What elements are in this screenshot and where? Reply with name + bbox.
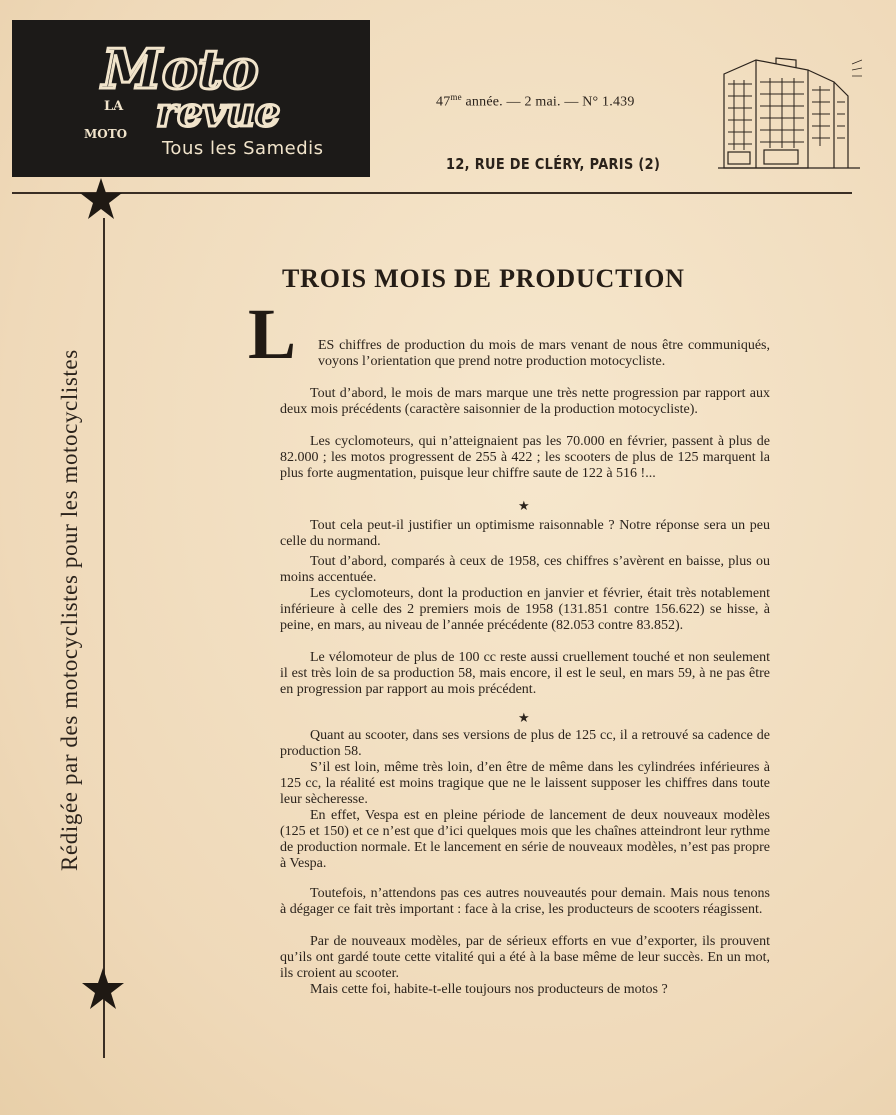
masthead-logo-block bbox=[12, 20, 370, 177]
issue-info bbox=[436, 92, 635, 111]
article-title: TROIS MOIS DE PRODUCTION bbox=[282, 264, 685, 293]
article-paragraph: Tout d’abord, comparés à ceux de 1958, ces chiffres s’avèrent en baisse, plus ou moins accentuée. bbox=[280, 554, 770, 585]
magazine-logo bbox=[74, 30, 324, 145]
article-paragraph: En effet, Vespa est en pleine période de lancement de deux nouveaux modèles (125 et 150) et ce n’est que d’ici quelques mois que les chaînes atteindront leur rythme de production normale. Et le lancement en série de nouveaux modèles, n’est pas propre à Vespa. bbox=[280, 808, 770, 871]
article-paragraph: Le vélomoteur de plus de 100 cc reste aussi cruellement touché et non seulement il est très loin de sa production 58, mais encore, il est le seul, en mars 59, à ne pas être en progression par rapport au mois précédent. bbox=[280, 650, 770, 697]
logo-moto-text: Moto bbox=[102, 37, 259, 101]
masthead-tagline: Tous les Samedis bbox=[162, 138, 324, 159]
article-paragraph: S’il est loin, même très loin, d’en être de même dans les cylindrées inférieures à 125 cc, la réalité est moins tragique que ne le laissent supposer les chiffres dans toute leur sècheresse. bbox=[280, 760, 770, 807]
section-separator-star: ★ bbox=[518, 710, 530, 725]
section-separator-star: ★ bbox=[518, 498, 530, 513]
article-paragraph: Par de nouveaux modèles, par de sérieux efforts en vue d’exporter, ils prouvent qu’ils ont gardé toute cette vitalité qui a été à la base même de leur succès. En un mot, ils croient au scooter. bbox=[280, 934, 770, 981]
vertical-rule bbox=[103, 218, 105, 1058]
star-ornament-icon bbox=[80, 966, 126, 1012]
issue-ordinal-suffix: me bbox=[450, 92, 462, 102]
article-paragraph: ES chiffres de production du mois de mars venant de nous être communiqués, voyons l’orientation que prend notre production motocycliste. bbox=[318, 338, 770, 369]
article-paragraph: Mais cette foi, habite-t-elle toujours nos producteurs de motos ? bbox=[310, 982, 668, 997]
article-paragraph: Tout d’abord, le mois de mars marque une très nette progression par rapport aux deux mois précédents (caractère saisonnier de la production motocycliste). bbox=[280, 386, 770, 417]
article-paragraph: Toutefois, n’attendons pas ces autres nouveautés pour demain. Mais nous tenons à dégager ce fait très important : face à la crise, les producteurs de scooters réagissent. bbox=[280, 886, 770, 917]
logo-la-text: LA bbox=[104, 99, 124, 114]
drop-cap: L bbox=[248, 294, 297, 374]
logo-moto-small-text: MOTO bbox=[84, 127, 128, 141]
star-ornament-icon bbox=[78, 176, 124, 222]
article-paragraph: Tout cela peut-il justifier un optimisme raisonnable ? Notre réponse sera un peu celle du normand. bbox=[280, 518, 770, 549]
article-paragraph: Les cyclomoteurs, qui n’atteignaient pas les 70.000 en février, passent à plus de 82.000 ; les motos progressent de 255 à 422 ; les scooters de plus de 125 marquent la plus forte augmentation, puisque leur chiffre saute de 122 à 516 !... bbox=[280, 434, 770, 481]
issue-ordinal: 47 bbox=[436, 94, 451, 110]
building-illustration-icon bbox=[716, 56, 862, 172]
side-slogan: Rédigée par des motocyclistes pour les motocyclistes bbox=[57, 349, 82, 871]
logo-revue-text: revue bbox=[156, 89, 281, 136]
article-paragraph: Quant au scooter, dans ses versions de plus de 125 cc, il a retrouvé sa cadence de production 58. bbox=[280, 728, 770, 759]
issue-line-text: année. — 2 mai. — N° 1.439 bbox=[461, 94, 635, 110]
horizontal-rule bbox=[12, 192, 852, 194]
article-paragraph: Les cyclomoteurs, dont la production en janvier et février, était très notablement inférieure à celle des 2 premiers mois de 1958 (131.851 contre 156.622) se hisse, à peine, en mars, au niveau de l’année précédente (82.053 contre 83.852). bbox=[280, 586, 770, 633]
publisher-address: 12, RUE DE CLÉRY, PARIS (2) bbox=[446, 155, 661, 173]
